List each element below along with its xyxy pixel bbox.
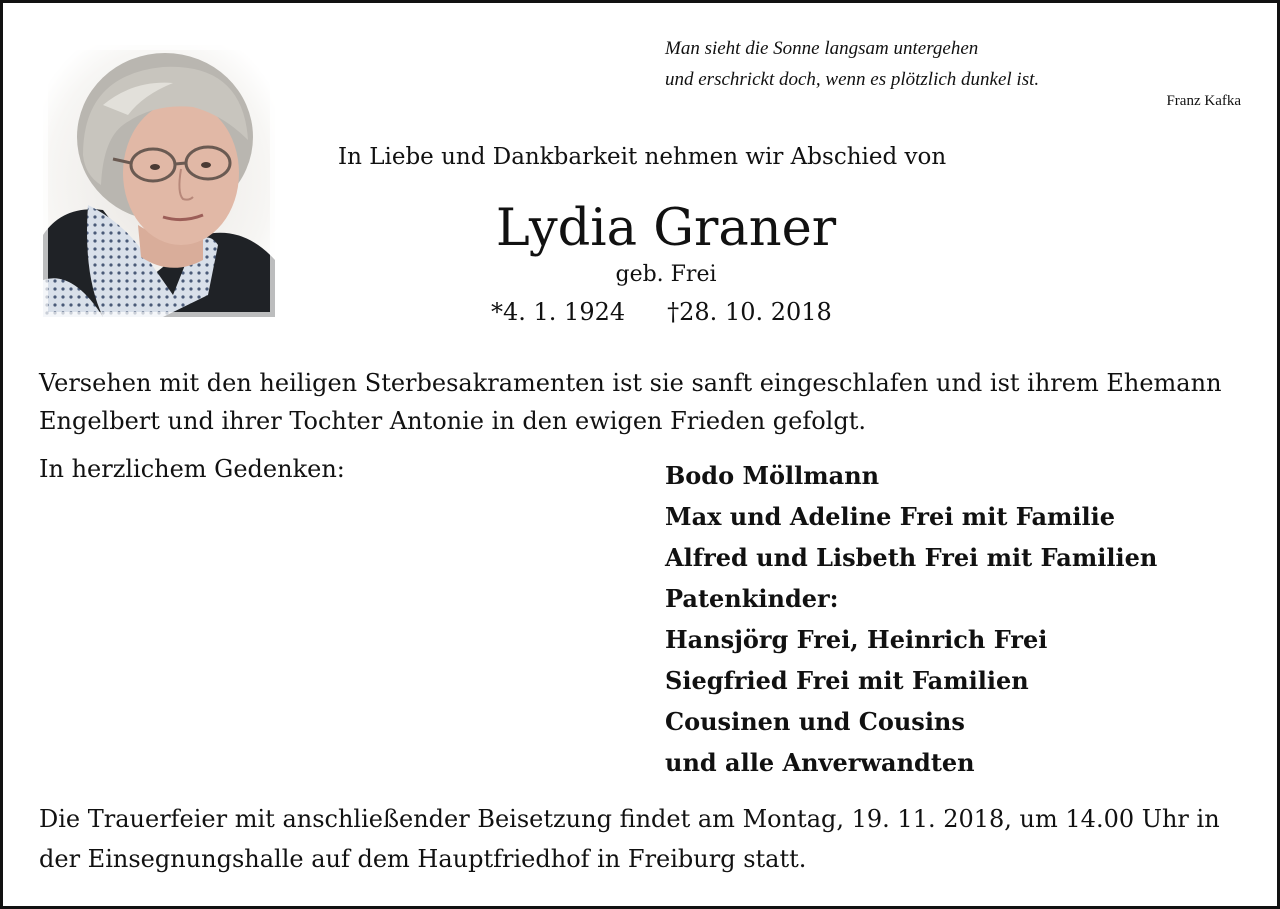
mourner-entry: Siegfried Frei mit Familien (665, 666, 1029, 695)
obituary-text: Versehen mit den heiligen Sterbesakramenten ist sie sanft eingeschlafen und ist ihrem Ehemann Engelbert und ihrer Tochter Antonie in den ewigen Frieden gefolgt. (39, 369, 1222, 435)
quote-line-2: und erschrickt doch, wenn es plötzlich dunkel ist. (665, 69, 1040, 90)
mourners-list (665, 455, 1157, 783)
mourner-entry: Cousinen und Cousins (665, 707, 965, 736)
mourner-entry: Max und Adeline Frei mit Familie (665, 502, 1116, 531)
mourner-entry: Alfred und Lisbeth Frei mit Familien (665, 543, 1158, 572)
farewell-intro: In Liebe und Dankbarkeit nehmen wir Abschied von (338, 144, 947, 170)
mourner-entry: Bodo Möllmann (665, 461, 880, 490)
quote-author: Franz Kafka (1166, 93, 1241, 109)
funeral-ceremony-info: Die Trauerfeier mit anschließender Beisetzung findet am Montag, 19. 11. 2018, um 14.00 Uhr in der Einsegnungshalle auf dem Hauptfriedhof in Freiburg statt. (39, 805, 1220, 873)
maiden-name: geb. Frei (615, 262, 717, 287)
deceased-name: Lydia Graner (495, 199, 837, 258)
mourner-entry: und alle Anverwandten (665, 748, 975, 777)
kafka-quote (665, 33, 1039, 95)
memory-label: In herzlichem Gedenken: (39, 455, 345, 483)
quote-line-1: Man sieht die Sonne langsam untergehen (665, 38, 979, 59)
birth-date: *4. 1. 1924 (491, 298, 626, 326)
mourner-entry: Hansjörg Frei, Heinrich Frei (665, 625, 1048, 654)
life-dates (491, 298, 832, 326)
mourner-entry: Patenkinder: (665, 584, 839, 613)
death-date: †28. 10. 2018 (667, 298, 832, 326)
